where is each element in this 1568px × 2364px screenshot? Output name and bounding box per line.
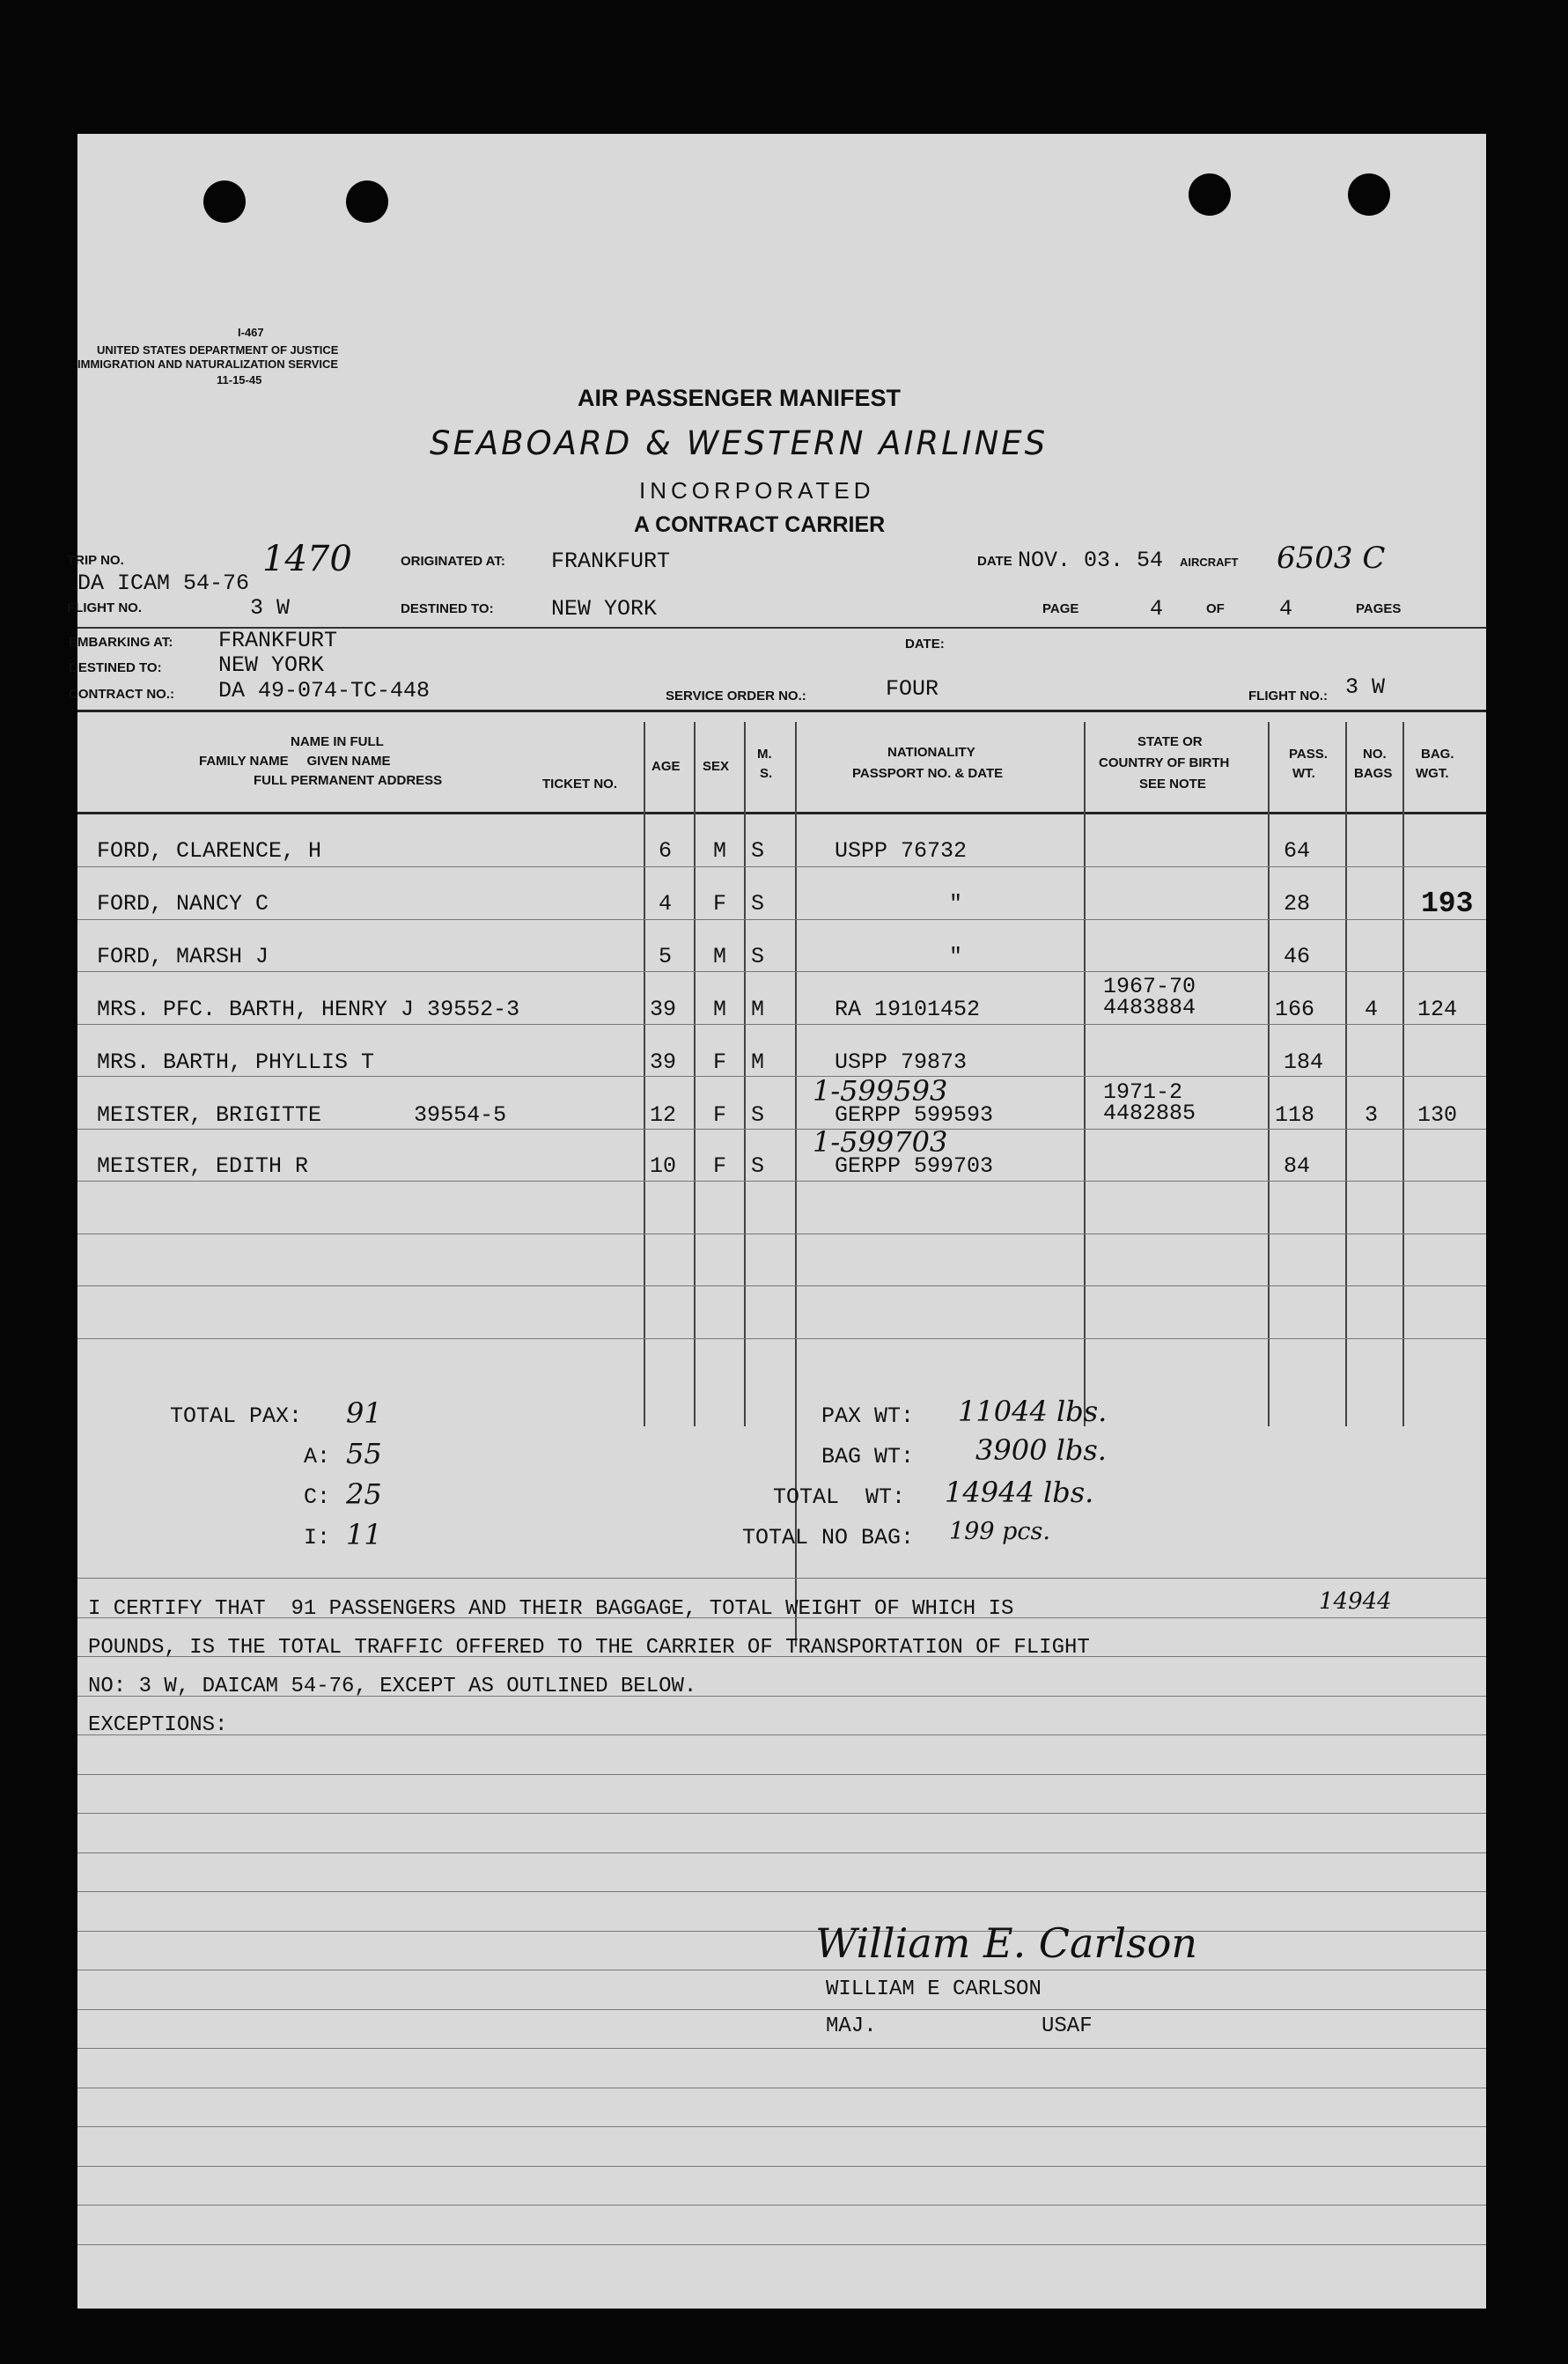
row-rule	[77, 971, 1486, 972]
col-divider-sex	[694, 722, 696, 1426]
passenger-birth-2: 4483884	[1103, 995, 1196, 1020]
pax-wt-value: 11044 lbs.	[958, 1395, 1108, 1428]
passenger-passport: USPP 76732	[835, 838, 968, 864]
passenger-pass-wt: 184	[1284, 1049, 1324, 1075]
signature-name: WILLIAM E CARLSON	[826, 1977, 1042, 2001]
passenger-name: FORD, CLARENCE, H	[97, 838, 322, 864]
row-rule	[77, 1181, 1486, 1182]
passenger-birth-1: 1967-70	[1103, 974, 1196, 999]
col-pass-line2: WT.	[1292, 766, 1315, 781]
col-name-line2: FAMILY NAME GIVEN NAME	[199, 754, 391, 769]
col-divider-pass	[1268, 722, 1270, 1426]
passenger-sex: M	[713, 838, 727, 864]
of-label: OF	[1206, 601, 1225, 616]
col-name-line1: NAME IN FULL	[291, 734, 384, 749]
certification-line-3: NO: 3 W, DAICAM 54-76, EXCEPT AS OUTLINED BELOW.	[88, 1675, 697, 1698]
row-rule	[77, 2205, 1486, 2206]
row-rule	[77, 1891, 1486, 1892]
passenger-passport: "	[949, 891, 963, 917]
total-bag-value: 199 pcs.	[949, 1518, 1050, 1545]
passenger-bags: 3	[1365, 1102, 1379, 1128]
aircraft-value: 6503 C	[1277, 541, 1386, 576]
passenger-sex: F	[713, 891, 727, 917]
row-rule	[77, 919, 1486, 920]
passenger-bag-wt: 130	[1417, 1102, 1458, 1128]
passenger-sex: F	[713, 1049, 727, 1075]
passenger-passport-note: 1-599703	[813, 1125, 948, 1159]
col-nationality-line2: PASSPORT NO. & DATE	[852, 766, 1004, 781]
col-bagwt-line2: WGT.	[1416, 766, 1449, 781]
passenger-name: FORD, MARSH J	[97, 944, 269, 969]
flight-no2-label: FLIGHT NO.:	[1248, 689, 1328, 703]
row-rule	[77, 2126, 1486, 2127]
punch-hole-right-1	[1189, 173, 1231, 216]
passenger-name: MRS. PFC. BARTH, HENRY J 39552-3	[97, 997, 520, 1022]
col-ms-line1: M.	[757, 747, 772, 762]
header-rule-2	[77, 710, 1486, 712]
page-value: 4	[1150, 596, 1164, 622]
passenger-passport: RA 19101452	[835, 997, 981, 1022]
col-name-line3: FULL PERMANENT ADDRESS	[254, 773, 443, 788]
passenger-ms: M	[751, 997, 765, 1022]
passenger-bag-wt: 124	[1417, 997, 1458, 1022]
pages-label: PAGES	[1356, 601, 1402, 616]
passenger-age: 12	[650, 1102, 677, 1128]
passenger-age: 39	[650, 1049, 677, 1075]
flight-no2-value: 3 W	[1345, 674, 1386, 700]
passenger-pass-wt: 166	[1275, 997, 1315, 1022]
service-order-label: SERVICE ORDER NO.:	[666, 689, 806, 703]
contract-label: CONTRACT NO.:	[69, 687, 174, 702]
signature-script: William E. Carlson	[815, 1919, 1198, 1967]
destined-label: DESTINED TO:	[401, 601, 494, 616]
destined2-value: NEW YORK	[218, 652, 325, 678]
col-divider-state	[1084, 722, 1086, 1426]
contract-value: DA 49-074-TC-448	[218, 678, 431, 703]
signature-branch: USAF	[1042, 2014, 1093, 2038]
row-rule	[77, 1129, 1486, 1130]
row-rule	[77, 1813, 1486, 1814]
col-bagwt-line1: BAG.	[1421, 747, 1454, 762]
passenger-age: 5	[659, 944, 673, 969]
embarking-label: EMBARKING AT:	[69, 635, 173, 650]
total-pax-label: TOTAL PAX:	[170, 1403, 303, 1429]
row-rule	[77, 866, 1486, 867]
row-rule	[77, 1338, 1486, 1339]
col-ms-line2: S.	[760, 766, 773, 781]
flight-no-value: 3 W	[250, 595, 291, 621]
a-label: A:	[304, 1444, 331, 1469]
certification-line-1: I CERTIFY THAT 91 PASSENGERS AND THEIR BAGGAGE, TOTAL WEIGHT OF WHICH IS	[88, 1597, 1014, 1621]
passenger-birth-2: 4482885	[1103, 1101, 1196, 1126]
a-value: 55	[346, 1437, 382, 1470]
pax-wt-label: PAX WT:	[821, 1403, 915, 1429]
passenger-age: 6	[659, 838, 673, 864]
col-ticket: TICKET NO.	[542, 777, 617, 792]
passenger-ms: S	[751, 944, 765, 969]
exceptions-label: EXCEPTIONS:	[88, 1713, 228, 1737]
row-rule	[77, 1578, 1486, 1579]
punch-hole-left-1	[203, 180, 246, 223]
row-rule	[77, 1076, 1486, 1077]
page-label: PAGE	[1042, 601, 1079, 616]
passenger-ms: S	[751, 838, 765, 864]
airline-name: SEABOARD & WESTERN AIRLINES	[430, 424, 1049, 462]
passenger-name: MRS. BARTH, PHYLLIS T	[97, 1049, 375, 1075]
passenger-age: 4	[659, 891, 673, 917]
manifest-title: AIR PASSENGER MANIFEST	[578, 385, 902, 411]
passenger-age: 10	[650, 1153, 677, 1179]
passenger-pass-wt: 64	[1284, 838, 1311, 864]
passenger-passport: GERPP 599703	[835, 1153, 994, 1179]
form-number: I-467	[238, 326, 264, 339]
row-rule	[77, 2166, 1486, 2167]
row-rule	[77, 2048, 1486, 2049]
passenger-ms: M	[751, 1049, 765, 1075]
table-header-rule	[77, 812, 1486, 814]
passenger-pass-wt: 118	[1275, 1102, 1315, 1128]
originated-value: FRANKFURT	[551, 549, 671, 574]
passenger-pass-wt: 84	[1284, 1153, 1311, 1179]
passenger-passport: USPP 79873	[835, 1049, 968, 1075]
col-divider-bagwt	[1402, 722, 1404, 1426]
total-wt-value: 14944 lbs.	[945, 1476, 1094, 1509]
destined-value: NEW YORK	[551, 596, 658, 622]
passenger-ms: S	[751, 1153, 765, 1179]
passenger-bag-wt: 193	[1421, 887, 1474, 920]
carrier-type: A CONTRACT CARRIER	[634, 512, 886, 537]
manifest-sheet	[67, 134, 1486, 2309]
row-rule	[77, 1852, 1486, 1853]
row-rule	[77, 1734, 1486, 1735]
punch-hole-right-2	[1348, 173, 1390, 216]
aircraft-label: AIRCRAFT	[1180, 556, 1239, 569]
certification-line-1-hand: 14944	[1319, 1588, 1392, 1615]
c-value: 25	[346, 1477, 382, 1511]
col-bags-line1: NO.	[1363, 747, 1387, 762]
bag-wt-value: 3900 lbs.	[975, 1433, 1107, 1467]
bag-wt-label: BAG WT:	[821, 1444, 915, 1469]
date2-label: DATE:	[905, 637, 945, 652]
punch-hole-left-2	[346, 180, 388, 223]
row-rule	[77, 1024, 1486, 1025]
passenger-passport: "	[949, 944, 963, 969]
agency-line-2: IMMIGRATION AND NATURALIZATION SERVICE	[77, 357, 339, 371]
date-label: DATE	[977, 554, 1012, 569]
total-bag-label: TOTAL NO BAG:	[742, 1525, 915, 1550]
total-pax-value: 91	[346, 1396, 382, 1430]
passenger-passport-note: 1-599593	[813, 1074, 948, 1108]
embarking-value: FRANKFURT	[218, 628, 338, 653]
originated-label: ORIGINATED AT:	[401, 554, 505, 569]
row-rule	[77, 2244, 1486, 2245]
flight-code: DA ICAM 54-76	[77, 571, 250, 596]
passenger-birth-1: 1971-2	[1103, 1079, 1183, 1105]
date-value: NOV. 03. 54	[1018, 548, 1164, 573]
c-label: C:	[304, 1484, 331, 1510]
passenger-age: 39	[650, 997, 677, 1022]
passenger-sex: F	[713, 1102, 727, 1128]
i-label: I:	[304, 1525, 331, 1550]
i-value: 11	[346, 1518, 382, 1551]
col-divider-bags	[1345, 722, 1347, 1426]
row-rule	[77, 1285, 1486, 1286]
row-rule	[77, 1774, 1486, 1775]
col-nationality-line1: NATIONALITY	[887, 745, 975, 760]
flight-no-label: FLIGHT NO.	[67, 600, 142, 615]
passenger-passport: GERPP 599593	[835, 1102, 994, 1128]
service-order-value: FOUR	[886, 676, 939, 702]
passenger-ms: S	[751, 1102, 765, 1128]
trip-no-label: TRIP NO.	[67, 553, 124, 568]
form-date: 11-15-45	[217, 373, 262, 387]
passenger-pass-wt: 46	[1284, 944, 1311, 969]
col-bags-line2: BAGS	[1354, 766, 1393, 781]
passenger-sex: M	[713, 944, 727, 969]
certification-line-2: POUNDS, IS THE TOTAL TRAFFIC OFFERED TO THE CARRIER OF TRANSPORTATION OF FLIGHT	[88, 1636, 1090, 1660]
col-sex: SEX	[703, 759, 730, 774]
col-state-line2: COUNTRY OF BIRTH	[1099, 755, 1230, 770]
passenger-name: MEISTER, EDITH R	[97, 1153, 309, 1179]
col-state-line3: SEE NOTE	[1139, 777, 1206, 792]
col-divider-age	[644, 722, 645, 1426]
row-rule	[77, 1931, 1486, 1932]
passenger-name: FORD, NANCY C	[97, 891, 269, 917]
destined2-label: DESTINED TO:	[69, 660, 162, 675]
col-pass-line1: PASS.	[1289, 747, 1328, 762]
agency-line-1: UNITED STATES DEPARTMENT OF JUSTICE	[97, 343, 339, 357]
incorporated: INCORPORATED	[639, 477, 875, 504]
total-wt-label: TOTAL WT:	[773, 1484, 906, 1510]
passenger-bags: 4	[1365, 997, 1379, 1022]
col-divider-ms	[744, 722, 746, 1426]
col-age: AGE	[651, 759, 681, 774]
passenger-sex: M	[713, 997, 727, 1022]
passenger-name: MEISTER, BRIGITTE 39554-5	[97, 1102, 507, 1128]
passenger-sex: F	[713, 1153, 727, 1179]
col-state-line1: STATE OR	[1137, 734, 1203, 749]
trip-no-value: 1470	[262, 539, 352, 579]
passenger-ms: S	[751, 891, 765, 917]
of-value: 4	[1279, 596, 1293, 622]
signature-rank: MAJ.	[826, 2014, 877, 2038]
passenger-pass-wt: 28	[1284, 891, 1311, 917]
row-rule	[77, 2009, 1486, 2010]
